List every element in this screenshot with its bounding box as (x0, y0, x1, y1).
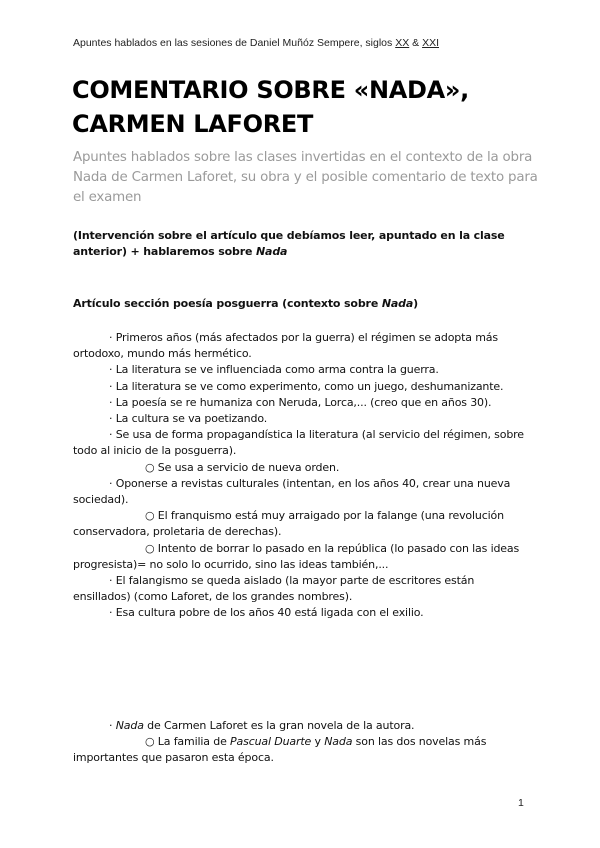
list-item: · Primeros años (más afectados por la guerra) el régimen se adopta más ortodoxo, mundo más hermético. (73, 331, 498, 361)
intro-paragraph (73, 228, 531, 260)
list-item: · La literatura se ve como experimento, como un juego, deshumanizante. (109, 379, 504, 393)
page-number: 1 (518, 797, 524, 809)
section-heading (73, 296, 531, 312)
header-text: Apuntes hablados en las sesiones de Daniel Muñóz Sempere, siglos (73, 37, 396, 49)
pascual-emphasis-nada: Nada (324, 735, 353, 749)
list-item: · La literatura se ve influenciada como arma contra la guerra. (109, 363, 439, 377)
list-item: · Esa cultura pobre de los años 40 está ligada con el exilio. (109, 606, 424, 620)
list-item (73, 718, 531, 734)
notes-list (73, 330, 531, 622)
document-subtitle: Apuntes hablados sobre las clases invertidas en el contexto de la obra Nada de Carmen Laforet, su obra y el posible comentario de texto para el examen (73, 150, 538, 205)
list-subitem: ○ Se usa a servicio de nueva orden. (145, 460, 340, 474)
list-item: · Oponerse a revistas culturales (intentan, en los años 40, crear una nueva sociedad). (73, 476, 511, 507)
list-item: · El falangismo se queda aislado (la mayor parte de escritores están ensillados) (como Laforet, de los grandes nombres). (73, 574, 475, 604)
nada-notes-list (73, 718, 531, 767)
pascual-emphasis: Pascual Duarte (230, 735, 312, 749)
nada-text: de Carmen Laforet es la gran novela de la autora. (143, 719, 415, 732)
list-item: · La cultura se va poetizando. (109, 412, 268, 426)
nada-bullet: · (109, 719, 116, 732)
document-title: COMENTARIO SOBRE «NADA», CARMEN LAFORET (72, 76, 469, 138)
intro-text: (Intervención sobre el artículo que debíamos leer, apuntado en la clase anterior) + hablaremos sobre (73, 229, 505, 259)
header-link-xxi[interactable]: XXI (422, 37, 439, 49)
section-heading-close: ) (413, 297, 419, 310)
header-amp: & (409, 37, 423, 49)
pascual-text: son las dos novelas más importantes que pasaron esta época. (73, 735, 487, 765)
pascual-bullet: ○ La familia de (145, 735, 231, 749)
pascual-mid: y (311, 735, 325, 749)
list-item: · La poesía se re humaniza con Neruda, Lorca,... (creo que en años 30). (109, 395, 492, 409)
section-heading-text: Artículo sección poesía posguerra (contexto sobre (73, 297, 382, 310)
list-subitem: ○ El franquismo está muy arraigado por la falange (una revolución conservadora, proletaria de derechas). (73, 509, 504, 539)
page-header (73, 37, 439, 49)
section-heading-emphasis: Nada (381, 297, 414, 310)
list-subitem (73, 734, 531, 766)
list-item: · Se usa de forma propagandística la literatura (al servicio del régimen, sobre todo al inicio de la posguerra). (73, 428, 524, 458)
header-link-xx[interactable]: XX (395, 37, 410, 49)
list-subitem: ○ Intento de borrar lo pasado en la república (lo pasado con las ideas progresista)= no solo lo ocurrido, sino las ideas también,... (73, 541, 520, 571)
intro-emphasis: Nada (256, 245, 288, 259)
nada-emphasis: Nada (115, 719, 144, 732)
